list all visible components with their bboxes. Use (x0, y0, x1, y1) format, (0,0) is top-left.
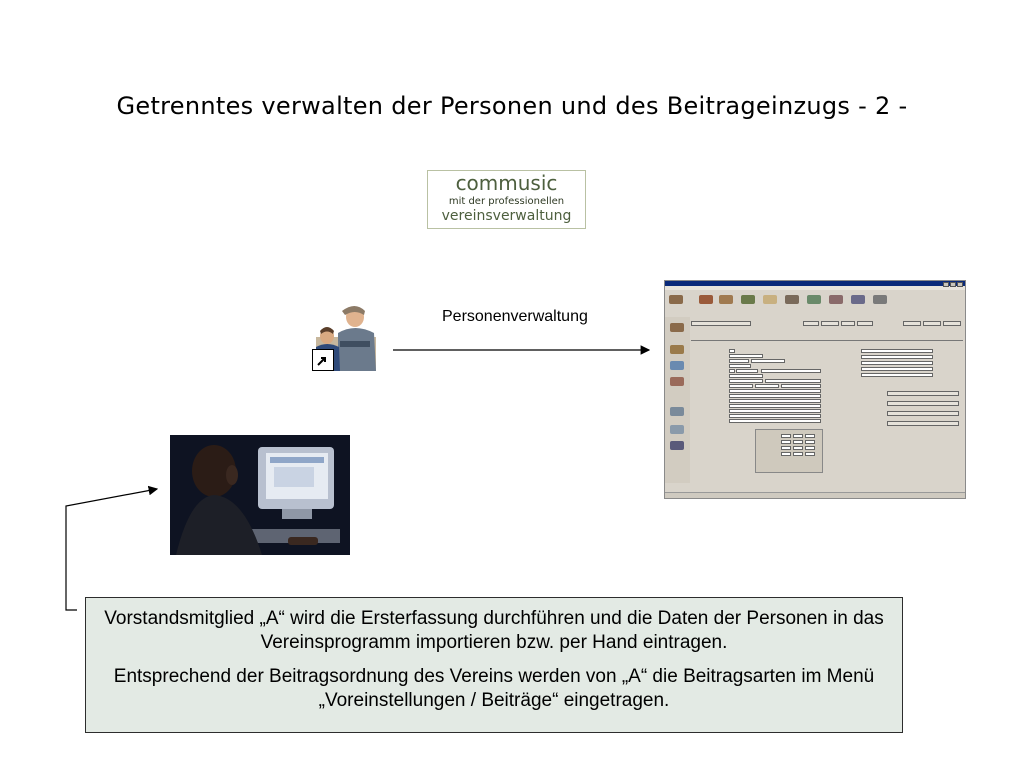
app-form (691, 319, 963, 485)
arrow-to-photo (66, 489, 157, 610)
app-toolbar (665, 291, 965, 317)
note-paragraph-1: Vorstandsmitglied „A“ wird die Ersterfassung durchführen und die Daten der Personen in das Vereinsprogramm importieren bzw. per Hand eintragen. (104, 608, 884, 653)
app-statusbar (665, 492, 966, 498)
slide-title: Getrenntes verwalten der Personen und des Beitrageinzugs - 2 - (116, 92, 908, 120)
app-screenshot (664, 280, 966, 499)
logo-line-3: vereinsverwaltung (441, 208, 572, 224)
window-buttons (943, 282, 963, 287)
logo-line-1: commusic (455, 171, 558, 195)
app-menubar (665, 286, 965, 290)
app-sidebar (665, 317, 690, 483)
explanation-box (85, 597, 903, 733)
logo-line-2: mit der professionellen (448, 196, 565, 207)
arrow-label: Personenverwaltung (442, 308, 588, 325)
note-paragraph-2: Entsprechend der Beitragsordnung des Vereins werden von „A“ die Beitragsarten im Menü „Voreinstellungen / Beiträge“ eingetragen. (113, 666, 875, 711)
person-at-computer-photo (170, 435, 350, 555)
